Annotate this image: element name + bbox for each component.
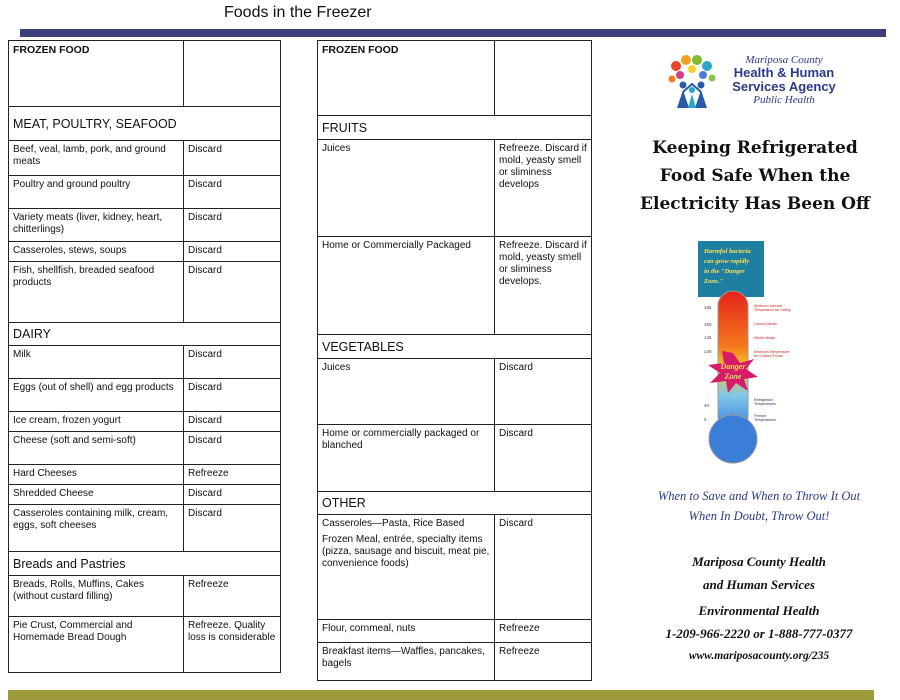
table-header: FROZEN FOOD [318,41,495,116]
bottom-divider-bar [8,690,874,700]
action-cell: Refreeze. Discard if mold, yeasty smell or sliminess develops [495,140,592,237]
section-title-fruits: FRUITS [318,116,592,140]
svg-text:150: 150 [704,322,712,327]
logo-line-4: Public Health [753,94,815,106]
food-cell: Poultry and ground poultry [9,176,184,209]
food-cell: Hard Cheeses [9,465,184,485]
thermometer-caption-line: Harmful bacteria [704,248,751,255]
section-title-breads: Breads and Pastries [9,552,281,576]
action-cell: Discard [184,141,281,176]
agency-logo [666,54,856,112]
action-cell: Refreeze [495,643,592,681]
food-line: Frozen Meal, entrée, specialty items (pizza, sausage and biscuit, meat pie, convenience foods) [322,534,490,569]
food-cell: Breads, Rolls, Muffins, Cakes (without custard filling) [9,576,184,617]
food-cell: Eggs (out of shell) and egg products [9,379,184,412]
logo-line-3: Services Agency [732,79,836,94]
thermometer-caption-line: Zone." [704,278,723,285]
thermometer-caption-line: in the "Danger [704,268,745,275]
action-cell: Discard [184,346,281,379]
svg-text:Temperatures: Temperatures [754,402,776,406]
svg-text:Freezer: Freezer [754,414,767,418]
svg-text:145: 145 [704,335,712,340]
website-link[interactable]: www.mariposacounty.org/235 [688,650,830,662]
action-cell: Discard [495,515,592,620]
left-freezer-table [8,40,281,673]
contact-info [624,550,894,668]
svg-text:Minimum Internal: Minimum Internal [754,304,782,308]
food-cell: Flour, cornmeal, nuts [318,620,495,643]
tagline: When to Save and When to Throw It Out When In Doubt, Throw Out! [657,489,861,523]
action-cell: Refreeze. Quality loss is considerable [184,617,281,673]
food-cell: Casseroles containing milk, cream, eggs, soft cheeses [9,505,184,552]
food-cell: Juices [318,359,495,425]
action-cell: Discard [184,432,281,465]
food-cell: Cheese (soft and semi-soft) [9,432,184,465]
thermometer-caption-line: can grow rapidly [704,258,750,265]
action-cell: Discard [184,485,281,505]
table-header: FROZEN FOOD [9,41,184,107]
action-cell: Discard [184,176,281,209]
org-line-2: and Human Services [703,577,815,592]
food-cell: Home or commercially packaged or blanched [318,425,495,492]
logo-line-2: Health & Human [733,65,835,80]
top-divider-bar [20,29,886,37]
svg-text:165: 165 [704,305,712,310]
action-cell: Refreeze [184,465,281,485]
food-cell: Milk [9,346,184,379]
family-tree-logo-icon [666,54,718,110]
org-line-1: Mariposa County Health [692,554,826,569]
logo-line-1: Mariposa County [745,54,823,66]
food-cell: Fish, shellfish, breaded seafood products [9,262,184,323]
food-cell [318,515,495,620]
headline: Keeping Refrigerated Food Safe When the Electricity Has Been Off [640,138,870,214]
svg-text:40: 40 [704,403,710,408]
svg-text:Refrigerator: Refrigerator [754,398,773,402]
svg-text:Ground Meats: Ground Meats [754,322,777,326]
food-cell: Home or Commercially Packaged [318,237,495,335]
page-title: Foods in the Freezer [224,4,372,21]
food-cell: Beef, veal, lamb, pork, and ground meats [9,141,184,176]
phone-numbers: 1-209-966-2220 or 1-888-777-0377 [665,626,853,641]
action-cell: Discard [495,425,592,492]
action-cell: Refreeze [184,576,281,617]
danger-zone-burst-line: Zone [724,372,742,381]
action-cell: Discard [184,242,281,262]
svg-text:Temperature for Safety: Temperature for Safety [754,308,791,312]
action-cell: Refreeze [495,620,592,643]
food-cell: Breakfast items—Waffles, pancakes, bagels [318,643,495,681]
svg-text:0: 0 [704,417,707,422]
brochure-cover-panel [600,40,900,690]
action-cell: Refreeze. Discard if mold, yeasty smell or sliminess develops. [495,237,592,335]
danger-zone-burst-line: Danger [720,362,746,371]
svg-text:Minimum Temperature: Minimum Temperature [754,350,790,354]
section-title-vegetables: VEGETABLES [318,335,592,359]
section-title-other: OTHER [318,492,592,515]
action-cell: Discard [184,379,281,412]
section-title-meat: MEAT, POULTRY, SEAFOOD [9,107,281,141]
svg-text:Temperatures: Temperatures [754,418,776,422]
svg-text:for Cooked Foods: for Cooked Foods [754,354,783,358]
food-cell: Casseroles, stews, soups [9,242,184,262]
food-line: Casseroles—Pasta, Rice Based [322,518,465,529]
food-cell: Variety meats (liver, kidney, heart, chitterlings) [9,209,184,242]
svg-text:140: 140 [704,349,712,354]
action-cell: Discard [184,505,281,552]
action-cell: Discard [184,412,281,432]
action-cell: Discard [184,262,281,323]
food-cell: Ice cream, frozen yogurt [9,412,184,432]
action-cell: Discard [495,359,592,425]
section-title-dairy: DAIRY [9,323,281,346]
right-freezer-table [317,40,592,681]
food-cell: Pie Crust, Commercial and Homemade Bread Dough [9,617,184,673]
thermometer-illustration-icon [696,241,806,467]
department: Environmental Health [698,603,820,618]
food-cell: Shredded Cheese [9,485,184,505]
food-cell: Juices [318,140,495,237]
svg-text:Whole Meats: Whole Meats [754,336,775,340]
action-cell: Discard [184,209,281,242]
